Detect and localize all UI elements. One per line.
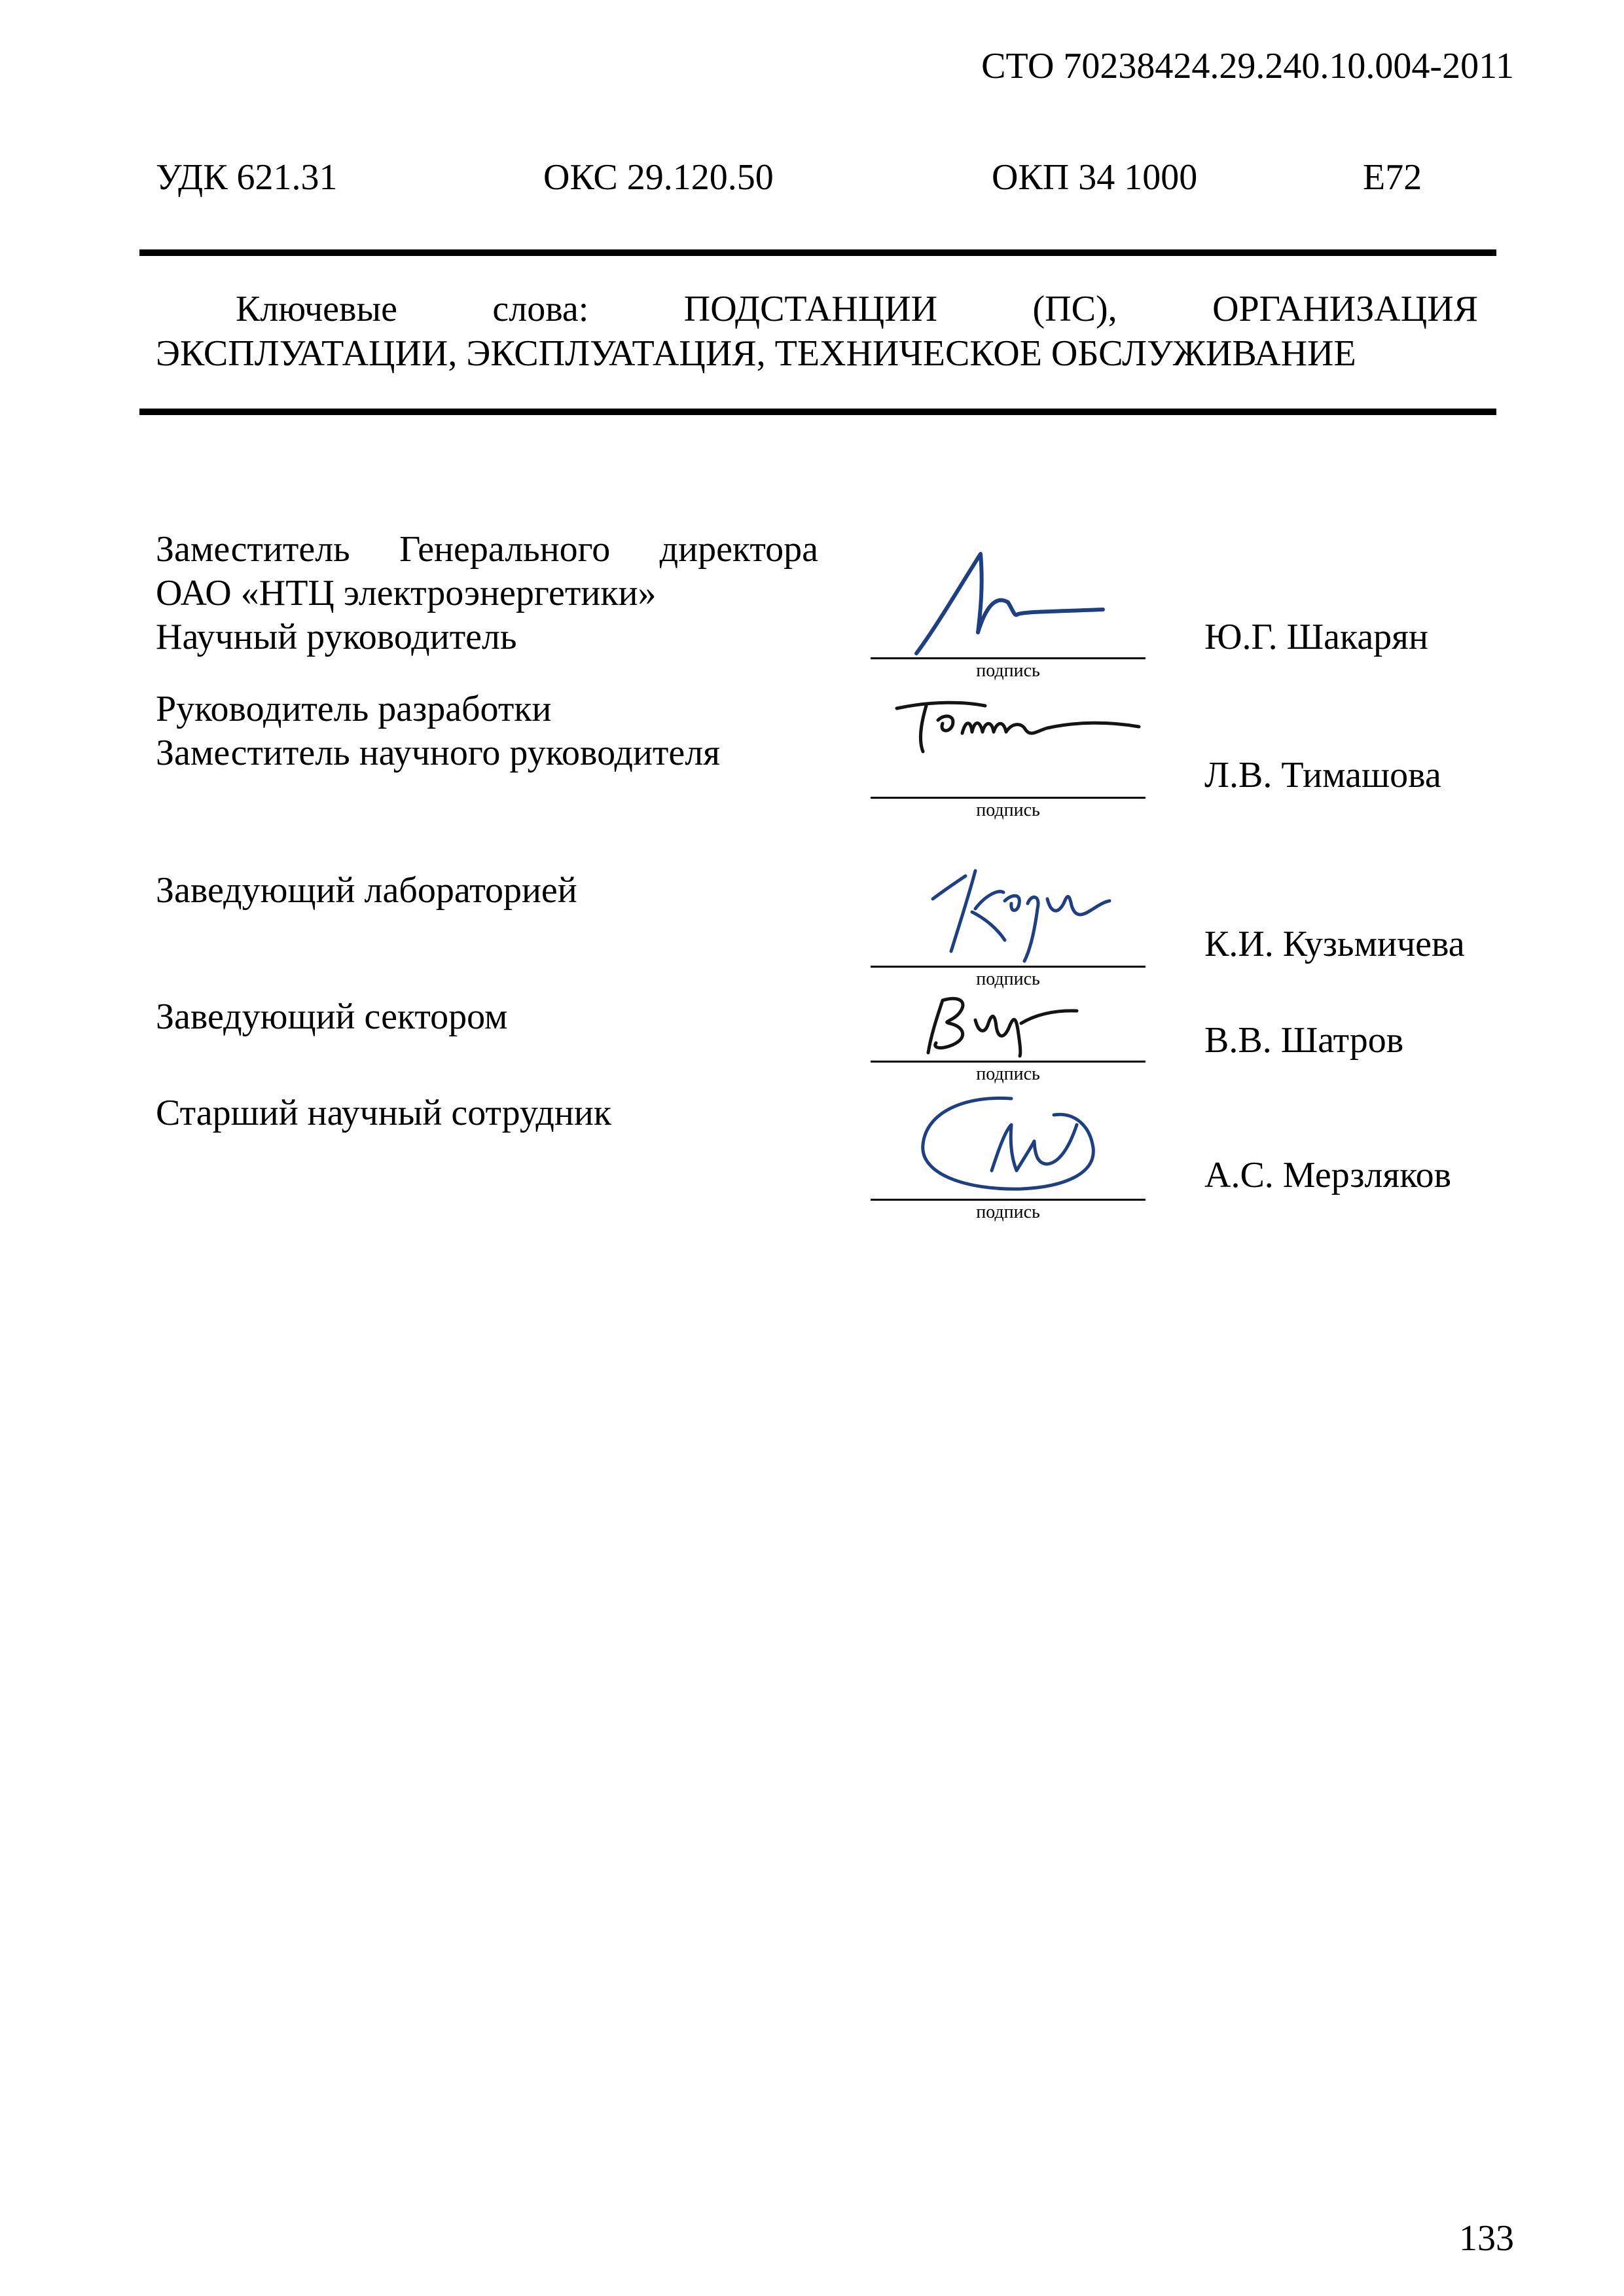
signature-line (871, 797, 1146, 799)
signature-1-image (910, 549, 1119, 660)
signature-5-image (913, 1085, 1110, 1200)
signatory-name: Л.В. Тимашова (1204, 755, 1441, 795)
signature-caption: подпись (976, 1202, 1040, 1222)
signatory-name: А.С. Мерзляков (1204, 1155, 1452, 1195)
signature-2-image (887, 694, 1149, 759)
role-word: Генерального (399, 529, 611, 570)
keywords-line-2: ЭКСПЛУАТАЦИИ, ЭКСПЛУАТАЦИЯ, ТЕХНИЧЕСКОЕ ОБСЛУЖИВАНИЕ (156, 333, 1356, 374)
role-line: ОАО «НТЦ электроэнергетики» (156, 573, 657, 613)
signature-3-image (920, 863, 1116, 968)
role-word: директора (659, 529, 818, 570)
signature-4-image (923, 987, 1093, 1059)
top-rule (139, 249, 1496, 256)
signature-caption: подпись (976, 661, 1040, 681)
role-line: Заведующий лабораторией (156, 870, 577, 911)
role-word: Заместитель (156, 529, 350, 570)
udk-code: УДК 621.31 (156, 157, 338, 198)
role-line (156, 528, 818, 571)
signature-caption: подпись (976, 1064, 1040, 1084)
okp-code: ОКП 34 1000 (992, 157, 1198, 198)
signature-line (871, 966, 1146, 968)
keywords-word: ОРГАНИЗАЦИЯ (1212, 289, 1478, 329)
keywords-word: слова: (492, 289, 589, 329)
role-line: Научный руководитель (156, 617, 517, 657)
signature-line (871, 657, 1146, 659)
signatory-name: Ю.Г. Шакарян (1204, 617, 1428, 657)
keywords-word: (ПС), (1032, 289, 1117, 329)
keywords-line-1 (156, 287, 1478, 331)
oks-code: ОКС 29.120.50 (543, 157, 774, 198)
e-code: Е72 (1363, 157, 1422, 198)
signature-line (871, 1061, 1146, 1063)
role-line: Руководитель разработки (156, 689, 552, 729)
signature-line (871, 1199, 1146, 1201)
keywords-word: Ключевые (236, 289, 397, 329)
bottom-rule (139, 409, 1496, 415)
signatory-name: К.И. Кузьмичева (1204, 924, 1465, 964)
role-line: Заведующий сектором (156, 996, 508, 1037)
role-line: Заместитель научного руководителя (156, 733, 720, 773)
standard-code: СТО 70238424.29.240.10.004-2011 (981, 46, 1514, 86)
keywords-block (156, 287, 1478, 376)
role-line: Старший научный сотрудник (156, 1093, 612, 1133)
page-number: 133 (1459, 2218, 1514, 2259)
signature-caption: подпись (976, 969, 1040, 989)
keywords-word: ПОДСТАНЦИИ (683, 289, 938, 329)
signatory-name: В.В. Шатров (1204, 1020, 1404, 1061)
signature-caption: подпись (976, 800, 1040, 820)
